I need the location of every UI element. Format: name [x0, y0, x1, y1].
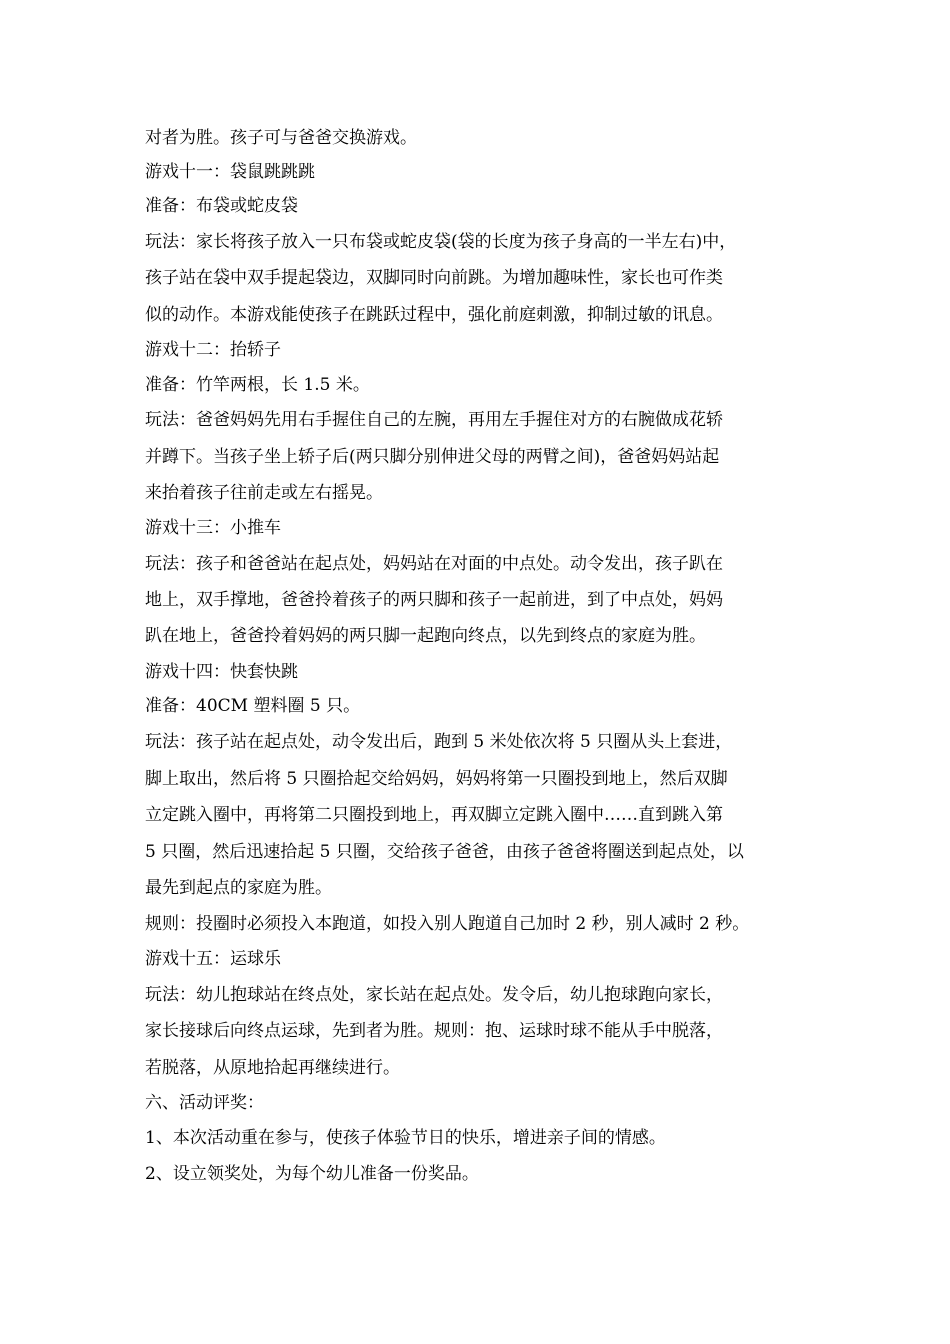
text-line: 并蹲下。当孩子坐上轿子后(两只脚分别伸进父母的两臂之间)，爸爸妈妈站起	[145, 447, 720, 467]
text-line: 立定跳入圈中，再将第二只圈投到地上，再双脚立定跳入圈中……直到跳入第	[145, 805, 723, 825]
text-line: 来抬着孩子往前走或左右摇晃。	[145, 483, 383, 503]
text-line: 5 只圈，然后迅速拾起 5 只圈，交给孩子爸爸，由孩子爸爸将圈送到起点处，以	[145, 842, 744, 862]
text-line: 地上，双手撑地，爸爸拎着孩子的两只脚和孩子一起前进，到了中点处，妈妈	[145, 590, 723, 610]
text-line: 玩法：家长将孩子放入一只布袋或蛇皮袋(袋的长度为孩子身高的一半左右)中，	[145, 232, 737, 252]
text-line: 若脱落，从原地拾起再继续进行。	[145, 1058, 400, 1078]
heading-game-11: 游戏十一：袋鼠跳跳跳	[145, 162, 315, 182]
text-line: 最先到起点的家庭为胜。	[145, 878, 332, 898]
text-line: 准备：40CM 塑料圈 5 只。	[145, 696, 361, 716]
list-item: 2、设立领奖处，为每个幼儿准备一份奖品。	[145, 1164, 479, 1184]
text-line: 准备：布袋或蛇皮袋	[145, 196, 298, 216]
text-line: 玩法：幼儿抱球站在终点处，家长站在起点处。发令后，幼儿抱球跑向家长，	[145, 985, 723, 1005]
text-line: 玩法：爸爸妈妈先用右手握住自己的左腕，再用左手握住对方的右腕做成花轿	[145, 410, 723, 430]
text-line: 家长接球后向终点运球，先到者为胜。规则：抱、运球时球不能从手中脱落，	[145, 1021, 723, 1041]
heading-game-15: 游戏十五：运球乐	[145, 949, 281, 969]
text-line: 孩子站在袋中双手提起袋边，双脚同时向前跳。为增加趣味性，家长也可作类	[145, 268, 723, 288]
text-line: 规则：投圈时必须投入本跑道，如投入别人跑道自己加时 2 秒，别人减时 2 秒。	[145, 914, 750, 934]
text-line: 玩法：孩子和爸爸站在起点处，妈妈站在对面的中点处。动令发出，孩子趴在	[145, 554, 723, 574]
text-line: 似的动作。本游戏能使孩子在跳跃过程中，强化前庭刺激，抑制过敏的讯息。	[145, 305, 723, 325]
text-line: 对者为胜。孩子可与爸爸交换游戏。	[145, 128, 417, 148]
heading-game-14: 游戏十四：快套快跳	[145, 662, 298, 682]
text-line: 准备：竹竿两根，长 1.5 米。	[145, 375, 370, 395]
text-line: 脚上取出，然后将 5 只圈拾起交给妈妈，妈妈将第一只圈投到地上，然后双脚	[145, 769, 728, 789]
heading-game-13: 游戏十三：小推车	[145, 518, 281, 538]
list-item: 1、本次活动重在参与，使孩子体验节日的快乐，增进亲子间的情感。	[145, 1128, 666, 1148]
heading-game-12: 游戏十二：抬轿子	[145, 340, 281, 360]
text-line: 趴在地上，爸爸拎着妈妈的两只脚一起跑向终点，以先到终点的家庭为胜。	[145, 626, 706, 646]
text-line: 玩法：孩子站在起点处，动令发出后，跑到 5 米处依次将 5 只圈从头上套进，	[145, 732, 733, 752]
heading-section-6: 六、活动评奖：	[145, 1093, 264, 1113]
